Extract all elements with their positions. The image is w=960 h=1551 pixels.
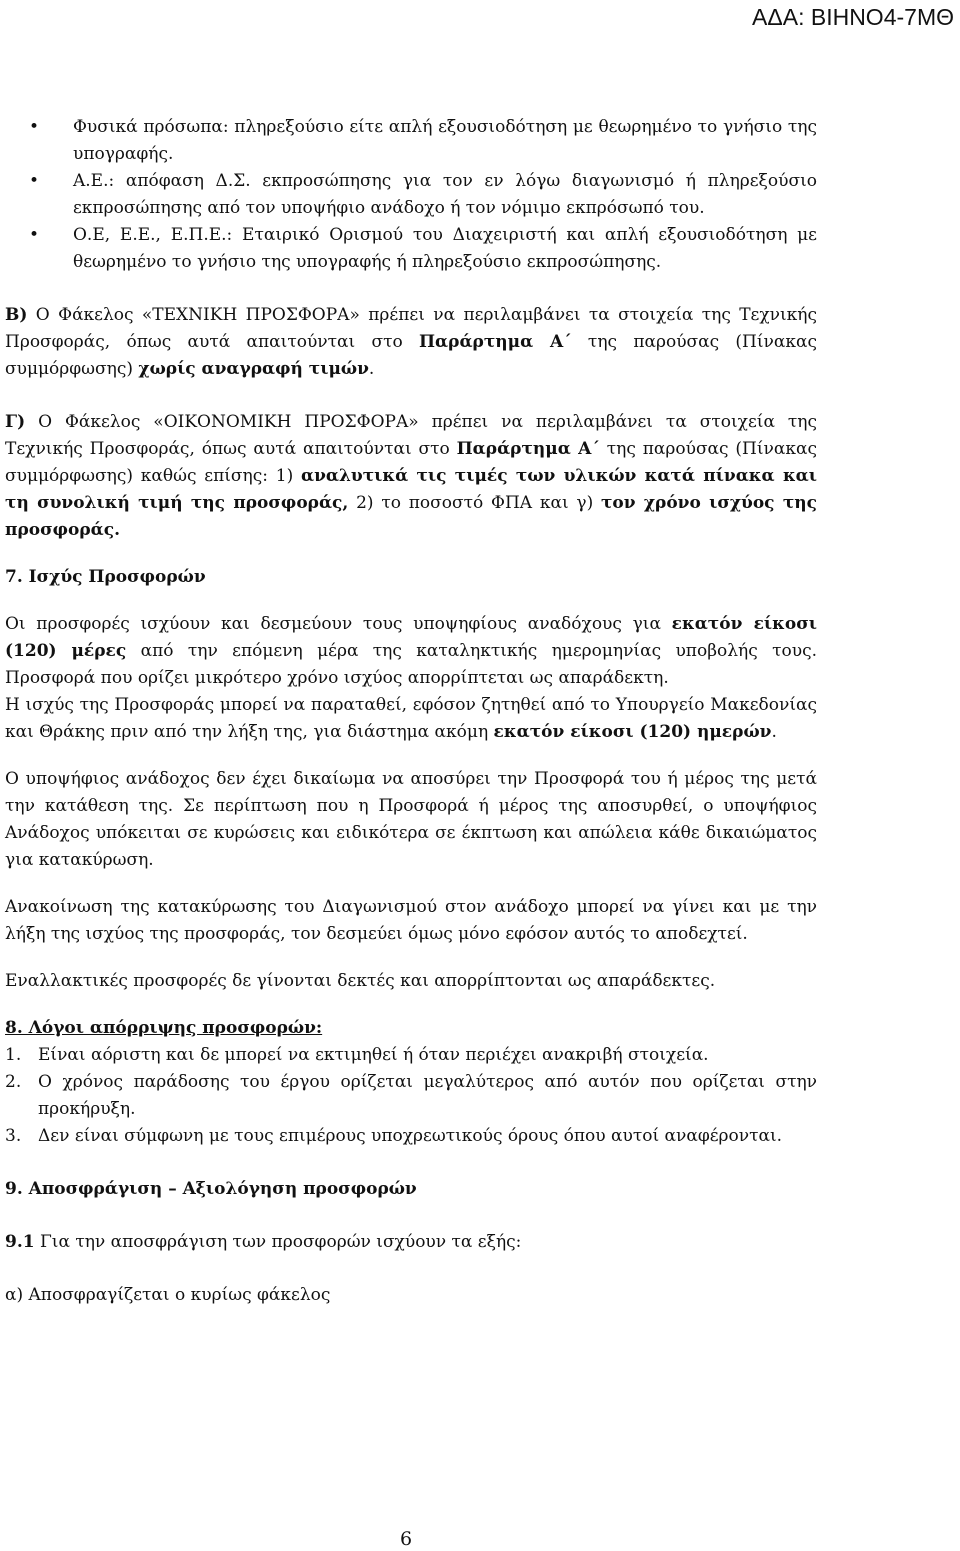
list-item: • Α.Ε.: απόφαση Δ.Σ. εκπροσώπησης για τον εν λόγω διαγωνισμό ή πληρεξούσιο εκπροσώπησης από τον υποψήφιο ανάδοχο ή τον νόμιμο εκπρόσωπό του.: [5, 168, 817, 222]
section-b-label: Β): [5, 305, 28, 325]
section-9-heading: 9. Αποσφράγιση – Αξιολόγηση προσφορών: [5, 1179, 417, 1199]
alternative-offers-paragraph: Εναλλακτικές προσφορές δε γίνονται δεκτές και απορρίπτονται ως απαράδεκτες.: [5, 971, 716, 991]
award-paragraph: Ανακοίνωση της κατακύρωσης του Διαγωνισμού στον ανάδοχο μπορεί να γίνει και με την λήξη της ισχύος της προσφοράς, τον δεσμεύει όμως μόνο εφόσον αυτός το αποδεχτεί.: [5, 897, 817, 944]
bullet-icon: •: [29, 117, 40, 137]
section-9-item-a: α) Αποσφραγίζεται ο κυρίως φάκελος: [5, 1285, 331, 1305]
list-item: 1. Είναι αόριστη και δε μπορεί να εκτιμηθεί ή όταν περιέχει ανακριβή στοιχεία.: [5, 1045, 709, 1065]
withdrawal-paragraph: Ο υποψήφιος ανάδοχος δεν έχει δικαίωμα να αποσύρει την Προσφορά του ή μέρος της μετά την κατάθεση της. Σε περίπτωση που η Προσφορά ή μέρος της αποσυρθεί, ο υποψήφιος Ανάδοχος υπόκειται σε κυρώσεις και ειδικότερα σε έκπτωση και απώλεια κάθε δικαιώματος για κατακύρωση.: [5, 769, 817, 870]
document-code: ΑΔΑ: ΒΙΗΝΟ4-7ΜΘ: [752, 4, 954, 30]
bullet-icon: •: [29, 171, 40, 191]
section-7-heading: 7. Ισχύς Προσφορών: [5, 567, 206, 587]
section-9-1-paragraph: 9.1 Για την αποσφράγιση των προσφορών ισχύουν τα εξής:: [5, 1232, 522, 1252]
section-c-paragraph: Γ) Ο Φάκελος «ΟΙΚΟΝΟΜΙΚΗ ΠΡΟΣΦΟΡΑ» πρέπει να περιλαμβάνει τα στοιχεία της Τεχνικής Προσφοράς, όπως αυτά απαιτούνται στο Παράρτημα Α΄ της παρούσας (Πίνακας συμμόρφωσης) καθώς επίσης: 1) αναλυτικά τις τιμές των υλικών κατά πίνακα και τη συνολική τιμή της προσφοράς, 2) το ποσοστό ΦΠΑ και γ) τον χρόνο ισχύος της προσφοράς.: [5, 412, 817, 540]
section-b-paragraph: Β) Ο Φάκελος «ΤΕΧΝΙΚΗ ΠΡΟΣΦΟΡΑ» πρέπει να περιλαμβάνει τα στοιχεία της Τεχνικής Προσφοράς, όπως αυτά απαιτούνται στο Παράρτημα Α΄ της παρούσας (Πίνακας συμμόρφωσης) χωρίς αναγραφή τιμών.: [5, 305, 817, 379]
list-item: 2. Ο χρόνος παράδοσης του έργου ορίζεται μεγαλύτερος από αυτόν που ορίζεται στην προκήρυξη.: [5, 1072, 817, 1119]
list-item: • Ο.Ε, Ε.Ε., Ε.Π.Ε.: Εταιρικό Ορισμού του Διαχειριστή και απλή εξουσιοδότηση με θεωρημένο το γνήσιο της υπογραφής ή πληρεξούσιο εκπροσώπησης.: [5, 222, 817, 276]
document-body: [5, 114, 817, 1309]
page-number: 6: [399, 1528, 413, 1550]
section-8-heading: 8. Λόγοι απόρριψης προσφορών:: [5, 1018, 323, 1038]
extension-paragraph: Η ισχύς της Προσφοράς μπορεί να παραταθεί, εφόσον ζητηθεί από το Υπουργείο Μακεδονίας και Θράκης πριν από την λήξη της, για διάστημα ακόμη εκατόν είκοσι (120) ημερών.: [5, 695, 817, 742]
section-c-label: Γ): [5, 412, 26, 432]
bullet-icon: •: [29, 225, 40, 245]
validity-paragraph: Οι προσφορές ισχύουν και δεσμεύουν τους υποψηφίους αναδόχους για εκατόν είκοσι (120) μέρες από την επόμενη μέρα της καταληκτικής ημερομηνίας υποβολής τους. Προσφορά που ορίζει μικρότερο χρόνο ισχύος απορρίπτεται ως απαράδεκτη.: [5, 614, 818, 688]
representation-bullet-list: [5, 114, 817, 276]
list-item: • Φυσικά πρόσωπα: πληρεξούσιο είτε απλή εξουσιοδότηση με θεωρημένο το γνήσιο της υπογραφής.: [5, 114, 817, 168]
list-item: 3. Δεν είναι σύμφωνη με τους επιμέρους υποχρεωτικούς όρους όπου αυτοί αναφέρονται.: [5, 1126, 783, 1146]
rejection-reasons-list: [5, 1042, 817, 1150]
